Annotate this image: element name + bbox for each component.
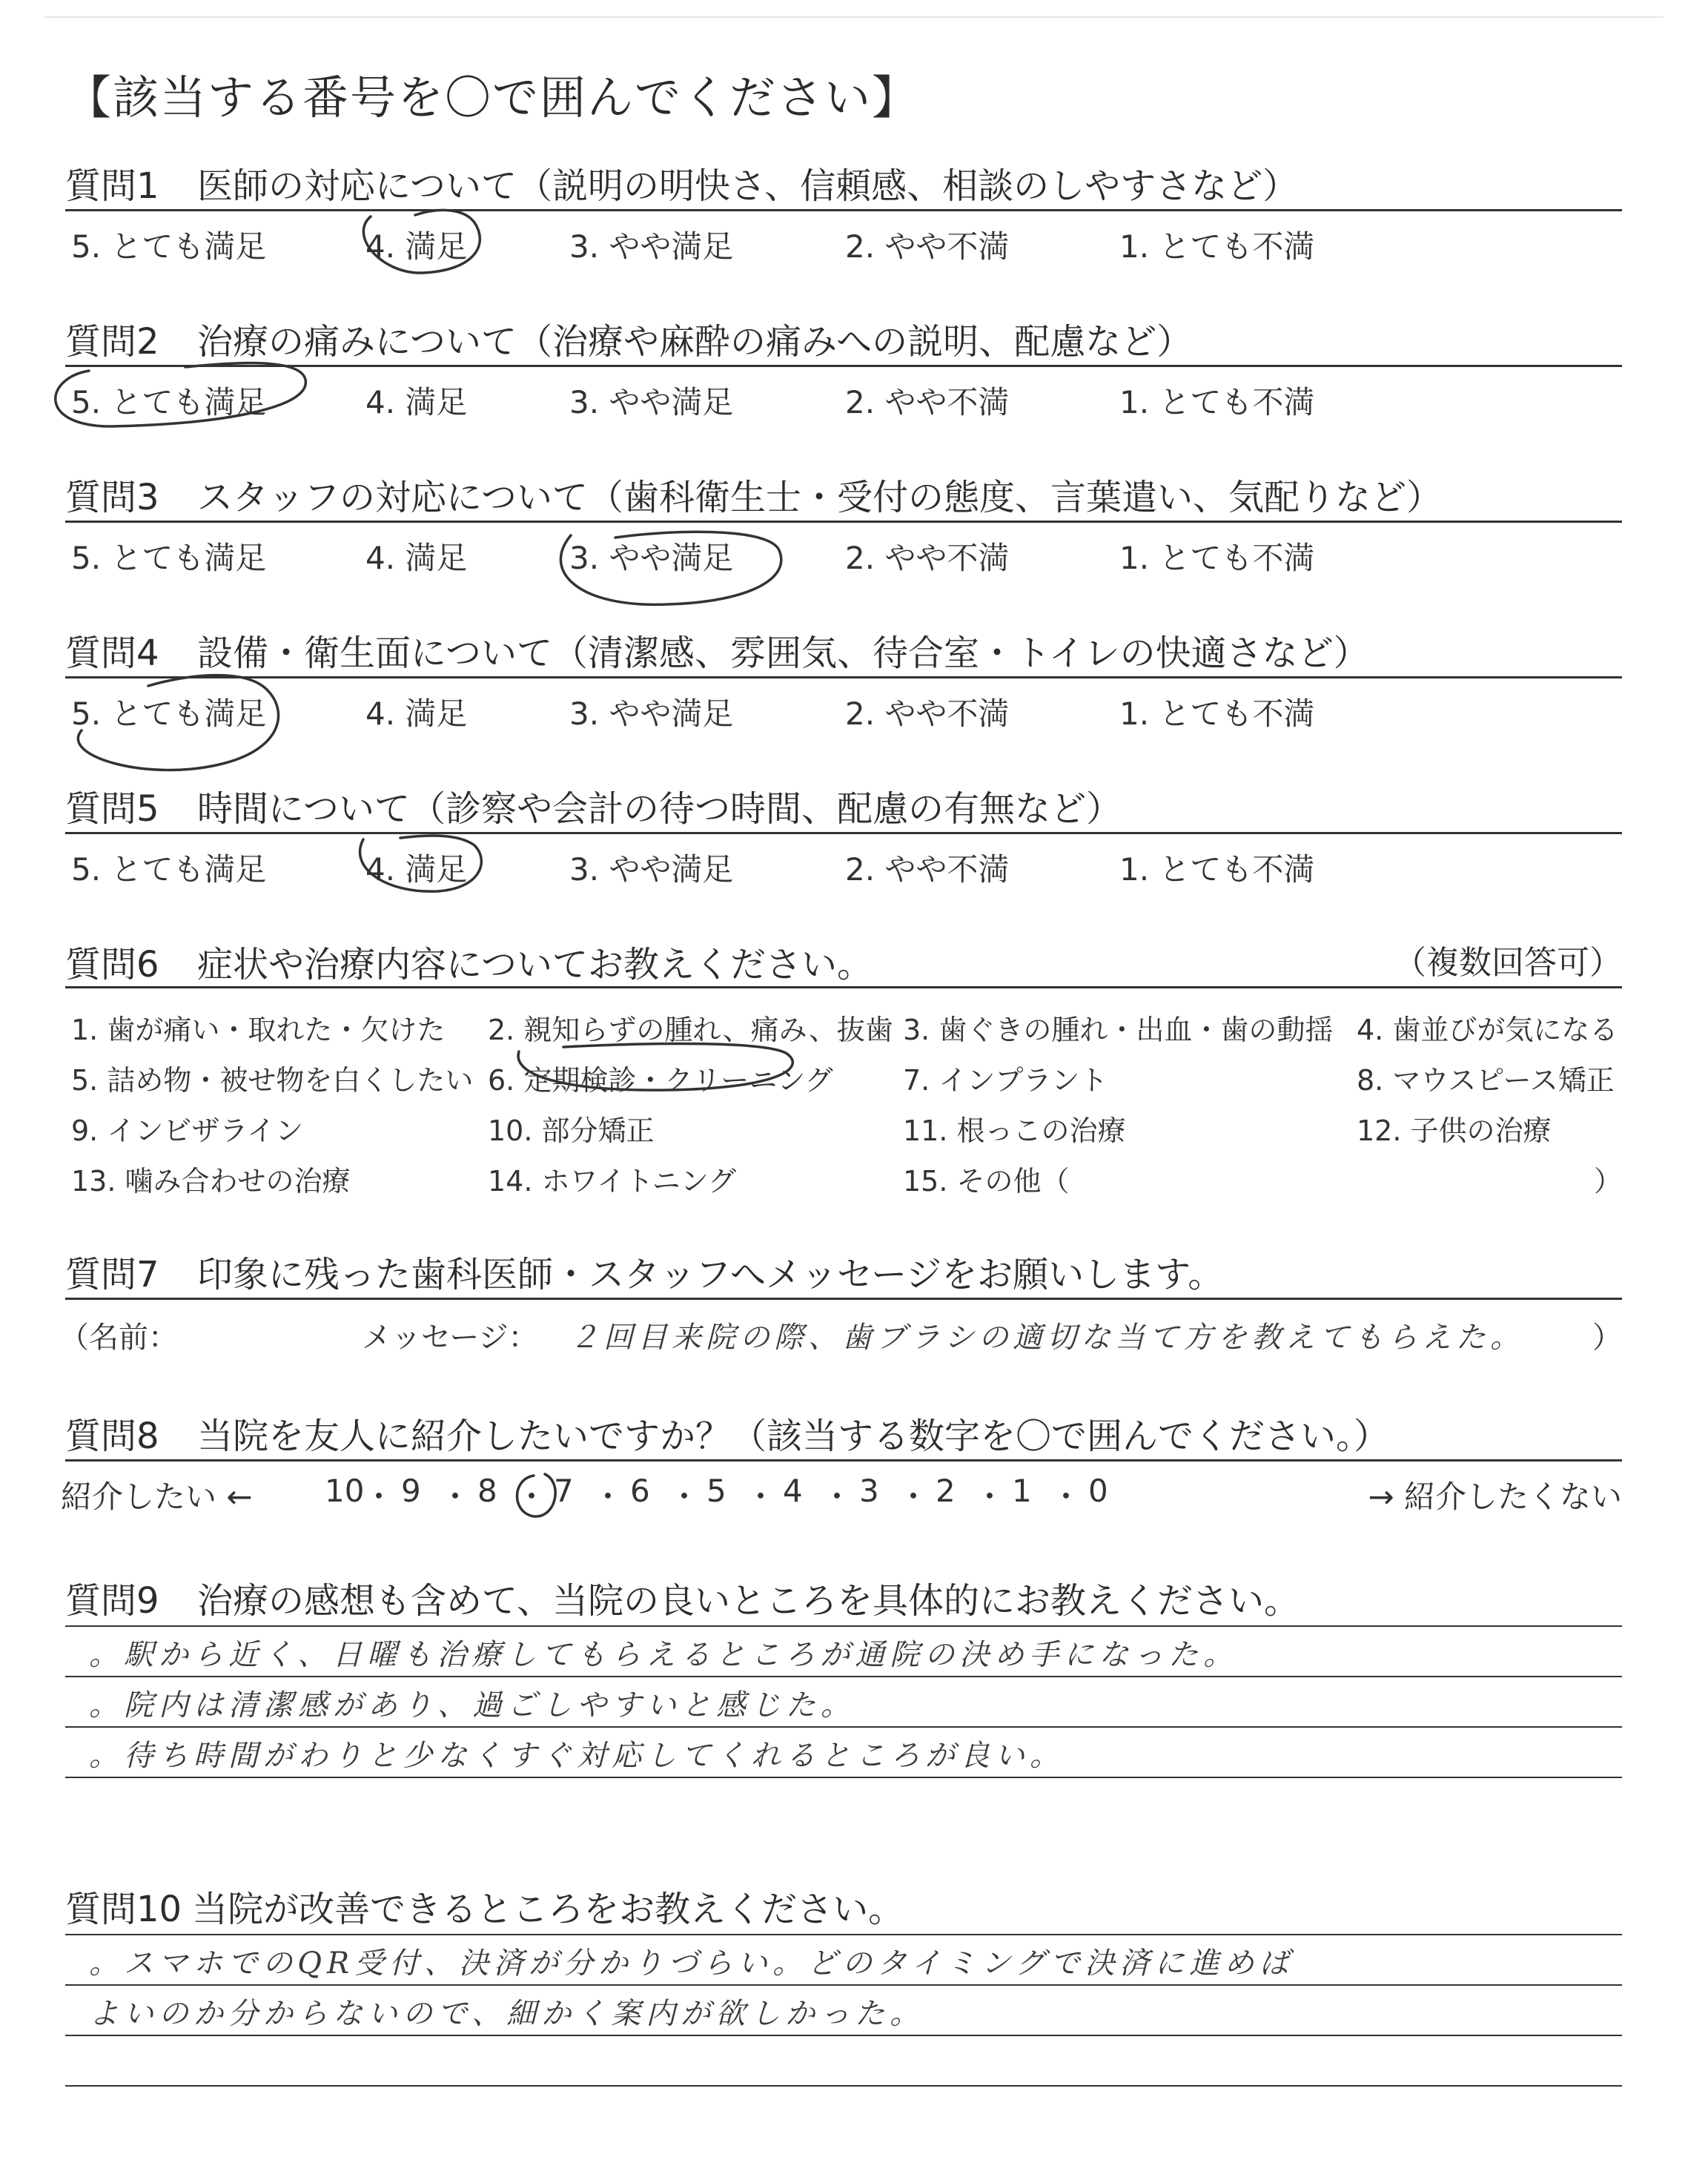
question-text: 医師の対応について（説明の明快さ、信頼感、相談のしやすさなど） [197, 165, 1299, 207]
rating-option[interactable]: 3. やや満足 [569, 540, 734, 576]
symptom-option[interactable]: 6. 定期検診・クリーニング [488, 1064, 833, 1097]
message-handwriting: ２回目来院の際、歯ブラシの適切な当て方を教えてもらえた。 [569, 1321, 1524, 1355]
question-9-title [65, 1572, 1300, 1623]
message-close-paren: ） [1592, 1321, 1622, 1355]
scale-number[interactable]: 1 [1012, 1473, 1032, 1509]
question-1-title [65, 157, 1298, 208]
rating-option[interactable]: 5. とても満足 [71, 696, 267, 732]
question-8-section [61, 1407, 1622, 1526]
question-2-section [65, 313, 1622, 432]
scale-number[interactable]: 5 [706, 1473, 726, 1509]
question-3-title [65, 469, 1442, 520]
question-4-title [65, 624, 1369, 676]
rating-option[interactable]: 4. 満足 [365, 540, 468, 576]
question-text: 当院が改善できるところをお教えください。 [192, 1889, 904, 1930]
scale-separator: ・ [440, 1479, 471, 1515]
question-rule [65, 209, 1622, 211]
rating-options [65, 378, 1622, 423]
question-7-title [65, 1246, 1223, 1297]
answer-line [65, 1777, 1622, 1778]
question-text: 症状や治療内容についてお教えください。 [197, 944, 873, 985]
symptom-option[interactable]: 3. 歯ぐきの腫れ・出血・歯の動揺 [903, 1014, 1334, 1046]
rating-option[interactable]: 1. とても不満 [1119, 540, 1315, 576]
answer-line [65, 1934, 1622, 1935]
scale-number[interactable]: 3 [859, 1473, 879, 1509]
question-rule [65, 832, 1622, 834]
scale-left-label: 紹介したい ← [61, 1479, 253, 1515]
answer-line [65, 1984, 1622, 1986]
question-3-section [65, 469, 1622, 587]
symptom-option[interactable]: 10. 部分矯正 [488, 1114, 655, 1147]
rating-option[interactable]: 1. とても不満 [1119, 851, 1315, 888]
scale-separator: ・ [669, 1479, 701, 1515]
scale-number[interactable]: 2 [936, 1473, 956, 1509]
question-rule [65, 986, 1622, 988]
scale-separator: ・ [974, 1479, 1006, 1515]
answer-line [65, 1625, 1622, 1627]
rating-option[interactable]: 5. とても満足 [71, 540, 267, 576]
question-number: 質問4 [65, 633, 159, 674]
question-number: 質問8 [65, 1416, 159, 1457]
question-number: 質問7 [65, 1254, 159, 1295]
question-number: 質問5 [65, 788, 159, 830]
symptom-option[interactable]: 15. その他（ [903, 1165, 1070, 1198]
answer-line [65, 2085, 1622, 2087]
question-number: 質問9 [65, 1580, 159, 1622]
scale-number[interactable]: 10 [325, 1473, 365, 1509]
rating-option[interactable]: 3. やや満足 [569, 384, 734, 420]
top-border [44, 16, 1664, 18]
question-rule [65, 1298, 1622, 1300]
symptom-option[interactable]: 4. 歯並びが気になる [1357, 1014, 1618, 1046]
symptom-option[interactable]: 11. 根っこの治療 [903, 1114, 1126, 1147]
rating-option[interactable]: 4. 満足 [365, 696, 468, 732]
rating-option[interactable]: 4. 満足 [365, 851, 468, 888]
scale-right-label: → 紹介したくない [1368, 1479, 1622, 1515]
question-10-section [65, 1880, 1622, 2155]
question-text: 印象に残った歯科医師・スタッフへメッセージをお願いします。 [197, 1254, 1224, 1295]
rating-option[interactable]: 2. やや不満 [845, 851, 1010, 888]
question-6-title [65, 936, 873, 987]
question-1-section [65, 157, 1622, 276]
scale-separator: ・ [516, 1479, 548, 1515]
message-label: メッセージ： [362, 1321, 538, 1355]
symptom-option[interactable]: 2. 親知らずの腫れ、痛み、抜歯 [488, 1014, 893, 1046]
question-7-section [59, 1246, 1622, 1372]
question-text: 当院を友人に紹介したいですか？（該当する数字を〇で囲んでください。） [197, 1416, 1390, 1457]
rating-option[interactable]: 2. やや不満 [845, 228, 1010, 265]
rating-option[interactable]: 2. やや不満 [845, 696, 1010, 732]
question-4-section [65, 624, 1622, 743]
answer-handwriting: 。駅から近く、日曜も治療してもらえるところが通院の決め手になった。 [89, 1638, 1239, 1672]
answer-handwriting: 。院内は清潔感があり、過ごしやすいと感じた。 [89, 1688, 855, 1723]
scale-separator: ・ [1050, 1479, 1082, 1515]
rating-option[interactable]: 4. 満足 [365, 228, 468, 265]
symptom-option[interactable]: 8. マウスピース矯正 [1357, 1064, 1615, 1097]
symptom-option[interactable]: 12. 子供の治療 [1357, 1114, 1552, 1147]
question-5-title [65, 780, 1122, 831]
rating-option[interactable]: 2. やや不満 [845, 540, 1010, 576]
scale-separator: ・ [898, 1479, 930, 1515]
question-text: 治療の痛みについて（治療や麻酔の痛みへの説明、配慮など） [197, 321, 1193, 363]
answer-handwriting: 。スマホでのQR受付、決済が分かりづらい。どのタイミングで決済に進めば [89, 1946, 1294, 1981]
symptom-option[interactable]: 14. ホワイトニング [488, 1165, 737, 1198]
other-close-paren[interactable]: ） [1593, 1165, 1622, 1198]
question-number: 質問3 [65, 477, 159, 518]
rating-option[interactable]: 5. とても満足 [71, 228, 267, 265]
scale-separator: ・ [363, 1479, 395, 1515]
rating-option[interactable]: 5. とても満足 [71, 384, 267, 420]
scale-number[interactable]: 8 [477, 1473, 497, 1509]
answer-handwriting: よいのか分からないので、細かく案内が欲しかった。 [89, 1997, 925, 2031]
multiple-answers-note: （複数回答可） [1394, 944, 1622, 982]
name-label: （名前： [59, 1321, 178, 1355]
question-text: 設備・衛生面について（清潔感、雰囲気、待合室・トイレの快適さなど） [197, 633, 1369, 674]
scale-number[interactable]: 6 [630, 1473, 650, 1509]
scale-number[interactable]: 7 [554, 1473, 574, 1509]
scale-number[interactable]: 0 [1088, 1473, 1108, 1509]
rating-option[interactable]: 3. やや満足 [569, 851, 734, 888]
answer-line [65, 2035, 1622, 2036]
symptom-option[interactable]: 7. インプラント [903, 1064, 1108, 1097]
question-rule [65, 676, 1622, 678]
form-instruction-header: 【該当する番号を〇で囲んでください】 [65, 70, 920, 125]
question-10-title [65, 1880, 904, 1932]
question-rule [65, 365, 1622, 367]
rating-option[interactable]: 1. とても不満 [1119, 228, 1315, 265]
rating-option[interactable]: 4. 満足 [365, 384, 468, 420]
symptom-option[interactable]: 13. 噛み合わせの治療 [71, 1165, 351, 1198]
rating-options [65, 534, 1622, 578]
question-number: 質問1 [65, 165, 159, 207]
rating-option[interactable]: 2. やや不満 [845, 384, 1010, 420]
rating-option[interactable]: 5. とても満足 [71, 851, 267, 888]
answer-line [65, 1726, 1622, 1728]
rating-options [65, 222, 1622, 267]
symptom-option[interactable]: 5. 詰め物・被せ物を白くしたい [71, 1064, 474, 1097]
symptom-option[interactable]: 1. 歯が痛い・取れた・欠けた [71, 1014, 446, 1046]
scale-separator: ・ [592, 1479, 624, 1515]
rating-option[interactable]: 3. やや満足 [569, 228, 734, 265]
answer-line [65, 1676, 1622, 1677]
symptom-option[interactable]: 9. インビザライン [71, 1114, 304, 1147]
question-9-section [65, 1572, 1622, 1854]
scale-separator: ・ [745, 1479, 777, 1515]
rating-options [65, 845, 1622, 890]
question-6-section [65, 936, 1622, 1203]
question-number: 質問2 [65, 321, 159, 363]
rating-options [65, 690, 1622, 734]
rating-option[interactable]: 1. とても不満 [1119, 696, 1315, 732]
rating-option[interactable]: 3. やや満足 [569, 696, 734, 732]
question-5-section [65, 780, 1622, 899]
question-text: スタッフの対応について（歯科衛生士・受付の態度、言葉遣い、気配りなど） [197, 477, 1443, 518]
scale-number[interactable]: 9 [401, 1473, 421, 1509]
question-rule [65, 521, 1622, 523]
scale-number[interactable]: 4 [783, 1473, 803, 1509]
question-2-title [65, 313, 1192, 364]
scale-separator: ・ [821, 1479, 853, 1515]
question-text: 治療の感想も含めて、当院の良いところを具体的にお教えください。 [197, 1580, 1300, 1622]
question-text: 時間について（診察や会計の待つ時間、配慮の有無など） [197, 788, 1122, 830]
question-number: 質問6 [65, 944, 159, 985]
rating-option[interactable]: 1. とても不満 [1119, 384, 1315, 420]
answer-handwriting: 。待ち時間がわりと少なくすぐ対応してくれるところが良い。 [89, 1739, 1065, 1773]
question-rule [65, 1459, 1622, 1462]
question-number: 質問10 [65, 1889, 182, 1930]
question-8-title [65, 1407, 1389, 1459]
